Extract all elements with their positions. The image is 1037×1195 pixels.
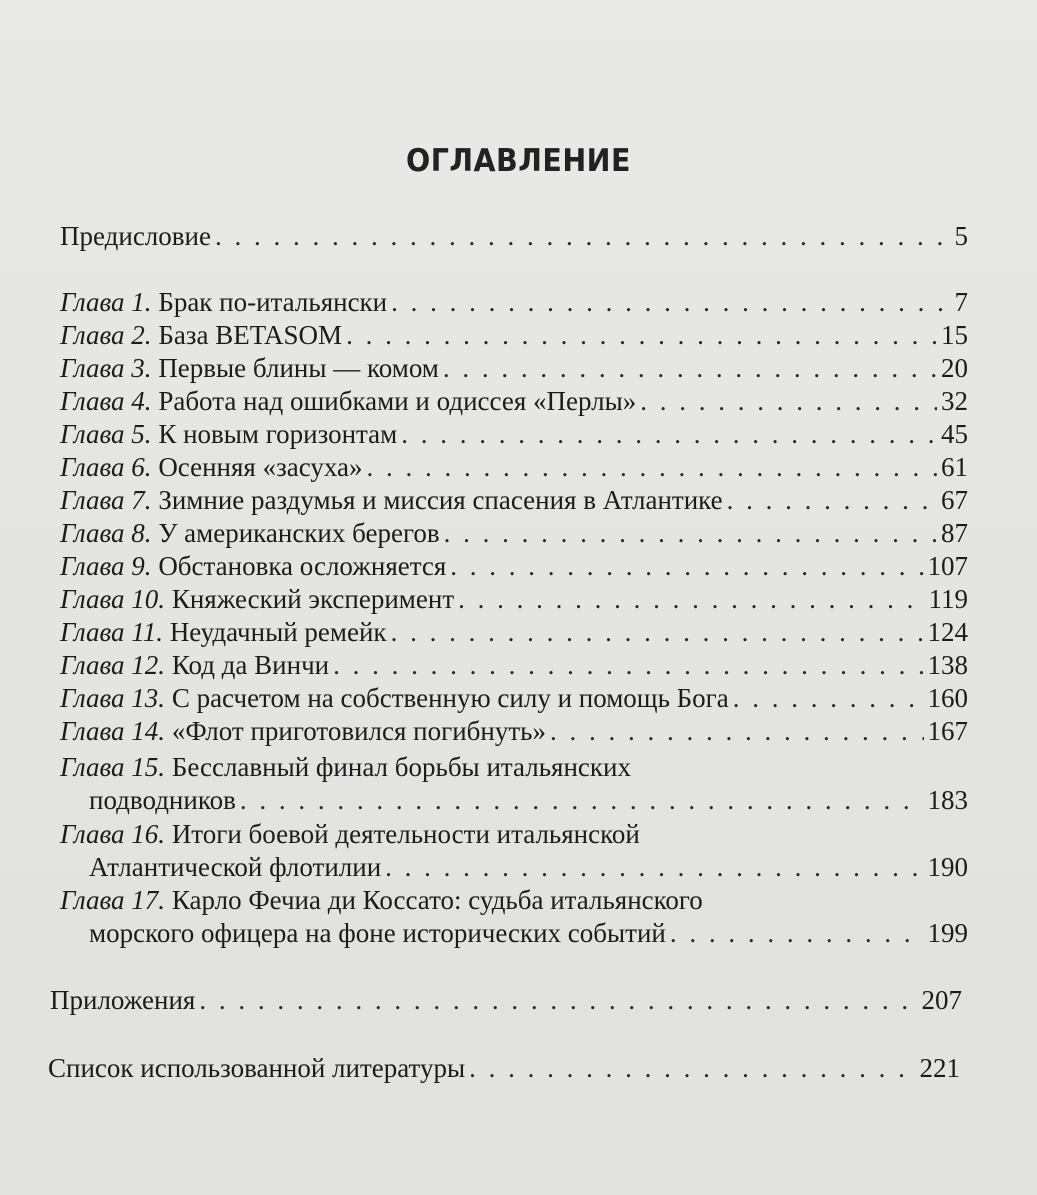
toc-entry-title: Княжеский эксперимент <box>171 584 455 614</box>
toc-page-number: 7 <box>954 287 968 317</box>
leader-dots <box>640 385 937 418</box>
toc-entry-title-continued: морского офицера на фоне исторических событий <box>89 918 666 948</box>
leader-dots <box>733 682 924 715</box>
chapter-number: Глава 8. <box>60 518 152 548</box>
toc-entry-title: Код да Винчи <box>171 650 330 680</box>
toc-entry-chapter-12 <box>60 649 968 682</box>
chapter-number: Глава 12. <box>60 650 166 680</box>
chapter-number: Глава 4. <box>60 386 152 416</box>
chapter-number: Глава 17. <box>60 885 166 915</box>
chapter-number: Глава 11. <box>60 617 164 647</box>
toc-page-number: 20 <box>941 353 968 383</box>
toc-entry-chapter-11 <box>60 616 968 649</box>
leader-dots <box>333 649 923 682</box>
chapter-number: Глава 3. <box>60 353 152 383</box>
toc-entry-chapter-13 <box>60 682 968 715</box>
chapter-number: Глава 9. <box>60 551 152 581</box>
leader-dots <box>367 451 938 484</box>
leader-dots <box>550 715 924 748</box>
toc-page-number: 67 <box>941 485 968 515</box>
toc-page-number: 45 <box>941 419 968 449</box>
leader-dots <box>458 583 924 616</box>
toc-entry-title: Зимние раздумья и миссия спасения в Атлантике <box>158 485 723 515</box>
toc-page-number: 221 <box>919 1053 960 1083</box>
toc-entry-title: Бесславный финал борьбы итальянских <box>171 752 631 782</box>
toc-entry-title: Брак по-итальянски <box>158 287 388 317</box>
chapter-number: Глава 16. <box>60 819 166 849</box>
toc-entry-appendices <box>50 984 962 1017</box>
leader-dots <box>391 616 924 649</box>
chapter-number: Глава 5. <box>60 419 152 449</box>
toc-entry-title: Приложения <box>50 985 196 1015</box>
toc-page-number: 15 <box>941 320 968 350</box>
toc-entry-title: «Флот приготовился погибнуть» <box>171 716 546 746</box>
leader-dots <box>385 851 923 884</box>
toc-entry-title-continued: Атлантической флотилии <box>89 852 382 882</box>
toc-entry-chapter-1 <box>60 286 968 319</box>
toc-entry-chapter-14 <box>60 715 968 748</box>
toc-entry-title: Неудачный ремейк <box>169 617 387 647</box>
toc-entry-chapter-17 <box>60 884 968 950</box>
toc-page-number: 87 <box>941 518 968 548</box>
toc-entry-title: К новым горизонтам <box>158 419 398 449</box>
toc-entry-title: Итоги боевой деятельности итальянской <box>171 819 640 849</box>
chapter-number: Глава 15. <box>60 752 166 782</box>
leader-dots <box>401 418 937 451</box>
toc-page-number: 5 <box>954 221 968 251</box>
toc-entry-title-continued: подводников <box>89 785 236 815</box>
toc-page-number: 124 <box>927 617 968 647</box>
toc-page-number: 160 <box>927 683 968 713</box>
toc-entry-title: Работа над ошибками и одиссея «Перлы» <box>158 386 637 416</box>
toc-entry-chapter-15 <box>60 751 968 817</box>
chapter-number: Глава 14. <box>60 716 166 746</box>
leader-dots <box>215 220 951 253</box>
toc-entry-title: Обстановка осложняется <box>158 551 447 581</box>
toc-entry-title: У американских берегов <box>158 518 440 548</box>
chapter-number: Глава 1. <box>60 287 152 317</box>
chapter-number: Глава 10. <box>60 584 166 614</box>
toc-page-number: 107 <box>927 551 968 581</box>
leader-dots <box>391 286 950 319</box>
leader-dots <box>346 319 937 352</box>
toc-page-number: 190 <box>927 852 968 882</box>
toc-entry-title: Предисловие <box>60 221 211 251</box>
toc-entry-chapter-16 <box>60 818 968 884</box>
toc-entry-title: Первые блины — комом <box>158 353 439 383</box>
toc-page-number: 138 <box>927 650 968 680</box>
toc-page-number: 183 <box>927 785 968 815</box>
toc-page-number: 32 <box>941 386 968 416</box>
toc-entry-chapter-10 <box>60 583 968 616</box>
leader-dots <box>450 550 923 583</box>
toc-entry-preface <box>60 220 968 253</box>
leader-dots <box>469 1052 915 1085</box>
chapter-number: Глава 13. <box>60 683 166 713</box>
leader-dots <box>727 484 937 517</box>
toc-page-number: 61 <box>941 452 968 482</box>
leader-dots <box>240 784 924 817</box>
toc-entry-title: Карло Фечиа ди Коссато: судьба итальянского <box>171 885 703 915</box>
chapter-number: Глава 2. <box>60 320 152 350</box>
page-title: ОГЛАВЛЕНИЕ <box>406 143 631 179</box>
toc-entry-chapter-3 <box>60 352 968 385</box>
toc-entry-title: Список использованной литературы <box>48 1053 466 1083</box>
leader-dots <box>444 517 937 550</box>
leader-dots <box>199 984 917 1017</box>
toc-entry-chapter-7 <box>60 484 968 517</box>
toc-entry-title: База BETASOM <box>158 320 343 350</box>
toc-page-number: 207 <box>921 985 962 1015</box>
toc-entry-chapter-9 <box>60 550 968 583</box>
toc-entry-chapter-6 <box>60 451 968 484</box>
chapter-number: Глава 6. <box>60 452 152 482</box>
toc-entry-chapter-8 <box>60 517 968 550</box>
toc-entry-title: Осенняя «засуха» <box>158 452 363 482</box>
chapter-number: Глава 7. <box>60 485 152 515</box>
toc-entry-chapter-4 <box>60 385 968 418</box>
toc-page-number: 119 <box>928 584 968 614</box>
toc-entry-chapter-2 <box>60 319 968 352</box>
leader-dots <box>443 352 937 385</box>
toc-entry-chapter-5 <box>60 418 968 451</box>
leader-dots <box>670 917 924 950</box>
toc-entry-title: С расчетом на собственную силу и помощь Бога <box>171 683 729 713</box>
toc-page-number: 199 <box>927 918 968 948</box>
toc-page-number: 167 <box>927 716 968 746</box>
toc-entry-bibliography <box>48 1052 960 1085</box>
